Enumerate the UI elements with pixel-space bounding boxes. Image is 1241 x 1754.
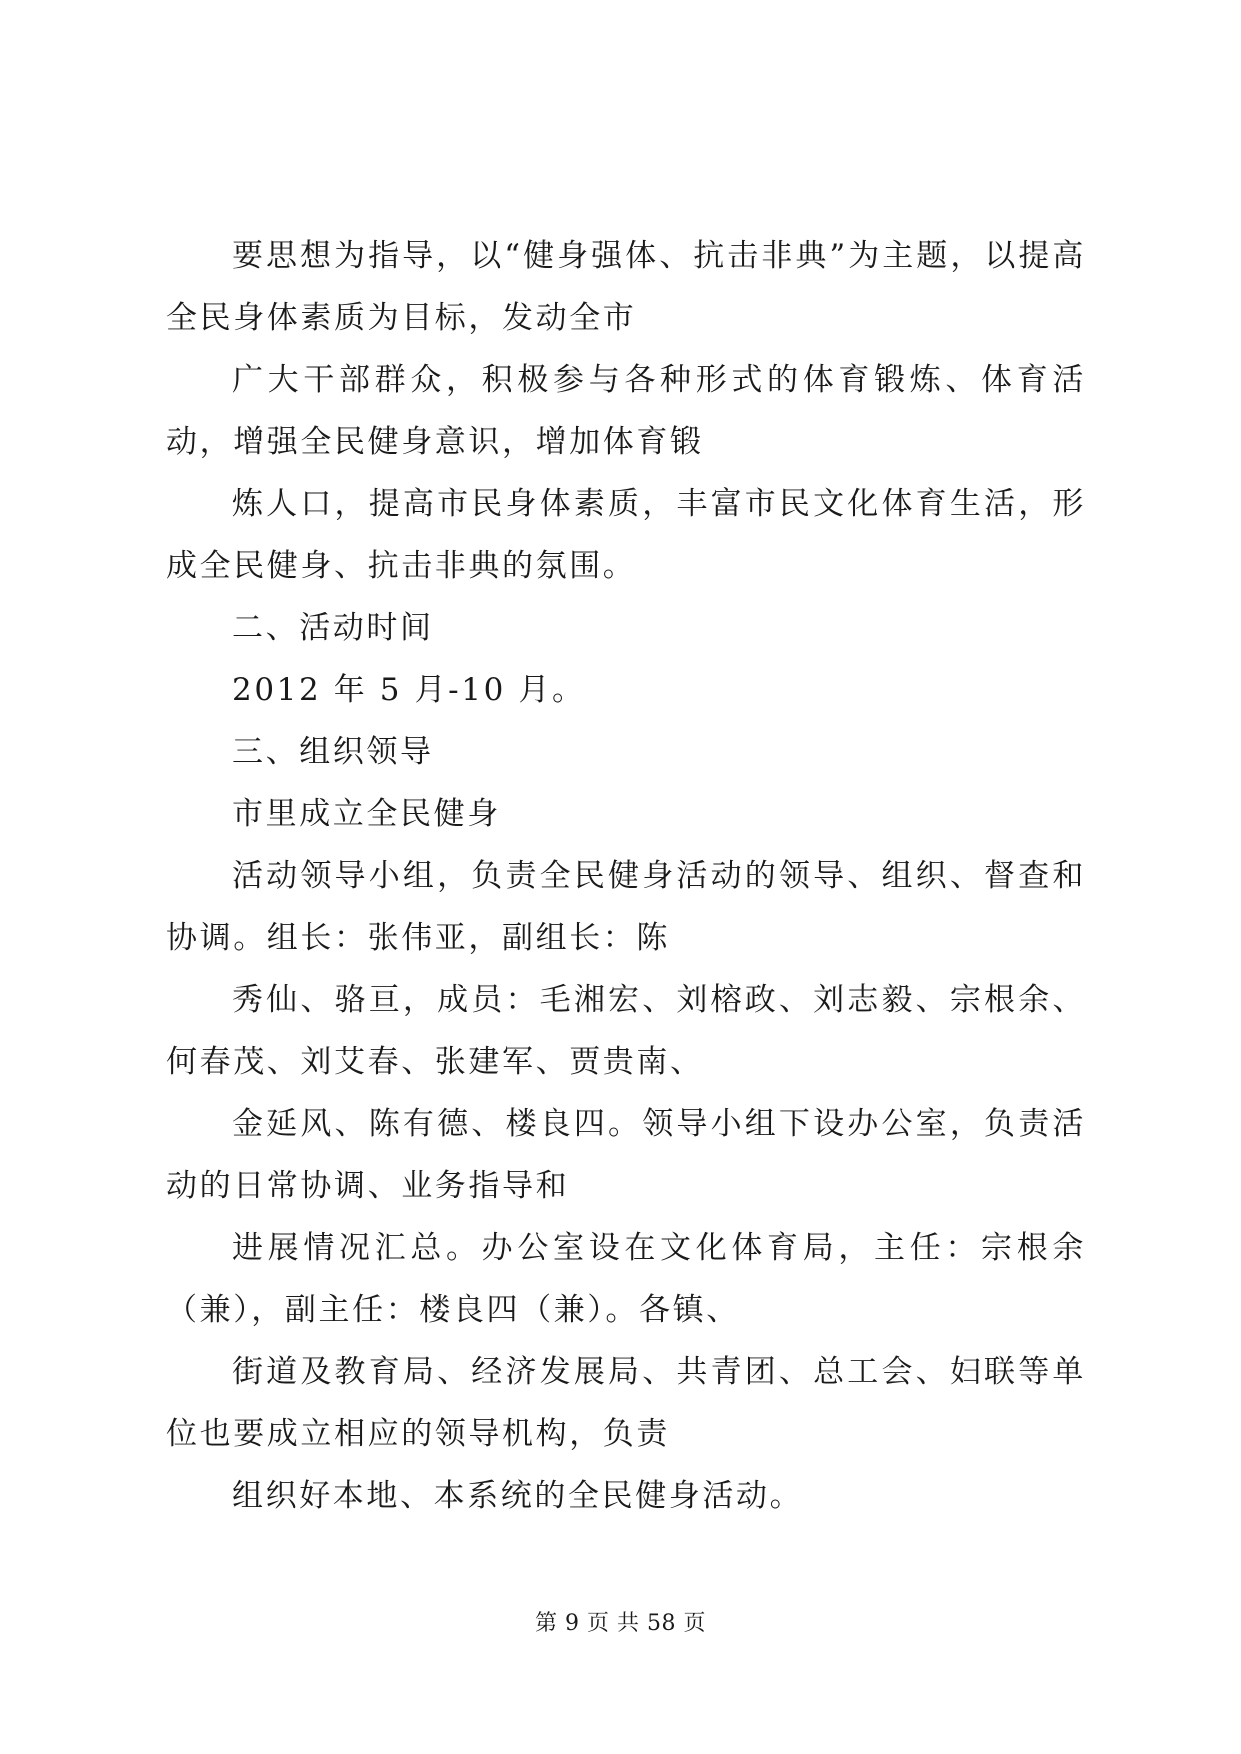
section-heading: 三、组织领导 <box>232 734 434 770</box>
document-body <box>166 225 1086 1527</box>
section-heading: 二、活动时间 <box>232 610 434 646</box>
paragraph: 市里成立全民健身 <box>232 796 501 832</box>
paragraph: 街道及教育局、经济发展局、共青团、总工会、妇联等单位也要成立相应的领导机构，负责 <box>166 1354 1086 1452</box>
paragraph: 进展情况汇总。办公室设在文化体育局，主任：宗根余（兼），副主任：楼良四（兼）。各镇、 <box>166 1230 1086 1328</box>
paragraph: 2012 年 5 月-10 月。 <box>232 672 586 708</box>
page-number-footer: 第 9 页 共 58 页 <box>535 1611 706 1636</box>
paragraph: 组织好本地、本系统的全民健身活动。 <box>232 1478 804 1514</box>
paragraph: 要思想为指导，以“健身强体、抗击非典”为主题，以提高全民身体素质为目标，发动全市 <box>166 238 1086 336</box>
paragraph: 炼人口，提高市民身体素质，丰富市民文化体育生活，形成全民健身、抗击非典的氛围。 <box>166 486 1086 584</box>
paragraph: 秀仙、骆亘，成员：毛湘宏、刘榕政、刘志毅、宗根余、何春茂、刘艾春、张建军、贾贵南、 <box>166 982 1086 1080</box>
paragraph: 活动领导小组，负责全民健身活动的领导、组织、督查和协调。组长：张伟亚，副组长：陈 <box>166 858 1086 956</box>
paragraph: 广大干部群众，积极参与各种形式的体育锻炼、体育活动，增强全民健身意识，增加体育锻 <box>166 362 1086 460</box>
paragraph: 金延风、陈有德、楼良四。领导小组下设办公室，负责活动的日常协调、业务指导和 <box>166 1106 1086 1204</box>
